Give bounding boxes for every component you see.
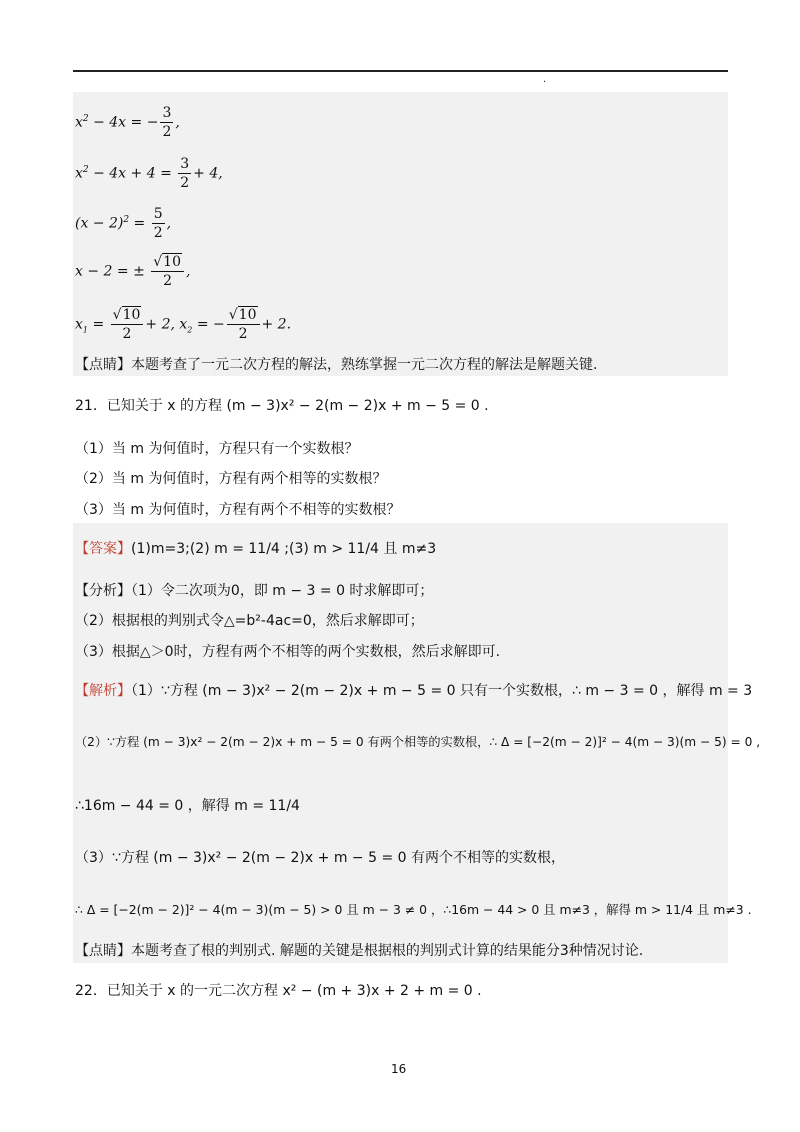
page-number: 16 <box>391 1062 407 1076</box>
q21-intro: 21．已知关于 x 的方程 (m − 3)x² − 2(m − 2)x + m − 5 = 0 . <box>75 398 489 414</box>
solution-line-4: （3）∵方程 (m − 3)x² − 2(m − 2)x + m − 5 = 0 有两个不相等的实数根， <box>75 850 565 866</box>
solution-text-1: （1）∵方程 (m − 3)x² − 2(m − 2)x + m − 5 = 0 只有一个实数根，∴ m − 3 = 0 ，解得 m = 3 <box>131 683 753 699</box>
answer-tag: 【答案】 <box>75 541 131 557</box>
comment-2: 【点睛】本题考查了根的判别式. 解题的关键是根据根的判别式计算的结果能分3种情况讨论. <box>75 943 644 959</box>
solution-line-2: （2）∵方程 (m − 3)x² − 2(m − 2)x + m − 5 = 0 有两个相等的实数根，∴ Δ = [−2(m − 2)]² − 4(m − 3)(m − 5) = 0 , <box>75 735 761 749</box>
comment-1: 【点睛】本题考查了一元二次方程的解法，熟练掌握一元二次方程的解法是解题关键. <box>75 357 598 373</box>
analysis-2: （2）根据根的判别式令△=b²-4ac=0，然后求解即可； <box>75 613 424 629</box>
eq-line-1: $x^2 - 4x$ = − $\frac{3}{2}$ , <box>75 105 180 140</box>
answer-line <box>75 538 436 558</box>
header-dot: . <box>543 74 547 85</box>
answer-text: (1)m=3;(2) m = 11/4 ;(3) m > 11/4 且 m≠3 <box>131 541 437 557</box>
analysis-3: （3）根据△＞0时，方程有两个不相等的两个实数根，然后求解即可. <box>75 644 501 660</box>
solution-line-1 <box>75 680 752 700</box>
q21-part-2: （2）当 m 为何值时，方程有两个相等的实数根？ <box>75 471 387 487</box>
header-rule <box>73 70 728 72</box>
solution-line-3: ∴16m − 44 = 0 ，解得 m = 11/4 <box>75 798 300 814</box>
analysis-1: 【分析】（1）令二次项为0，即 m − 3 = 0 时求解即可； <box>75 583 434 599</box>
solution-line-5: ∴ Δ = [−2(m − 2)]² − 4(m − 3)(m − 5) > 0 且 m − 3 ≠ 0 ，∴16m − 44 > 0 且 m≠3 ，解得 m > 11/4 且 m≠3 . <box>75 902 752 917</box>
q21-part-3: （3）当 m 为何值时，方程有两个不相等的实数根？ <box>75 502 401 518</box>
eq-line-5: $x_1$ = $\frac{√10}{2}$ + 2, $x_2$ = − $\frac{√10}{2}$ + 2. <box>75 307 292 342</box>
eq-line-3: $(x - 2)^2$ = $\frac{5}{2}$ , <box>75 206 172 241</box>
solution-tag: 【解析】 <box>75 683 131 699</box>
eq-line-2: $x^2 - 4x + 4$ = $\frac{3}{2}$ + 4, <box>75 156 223 191</box>
eq-line-4: x − 2 = ± $\frac{√10}{2}$ , <box>75 254 191 289</box>
q22-intro: 22．已知关于 x 的一元二次方程 x² − (m + 3)x + 2 + m = 0 . <box>75 983 482 999</box>
q21-part-1: （1）当 m 为何值时，方程只有一个实数根？ <box>75 441 359 457</box>
